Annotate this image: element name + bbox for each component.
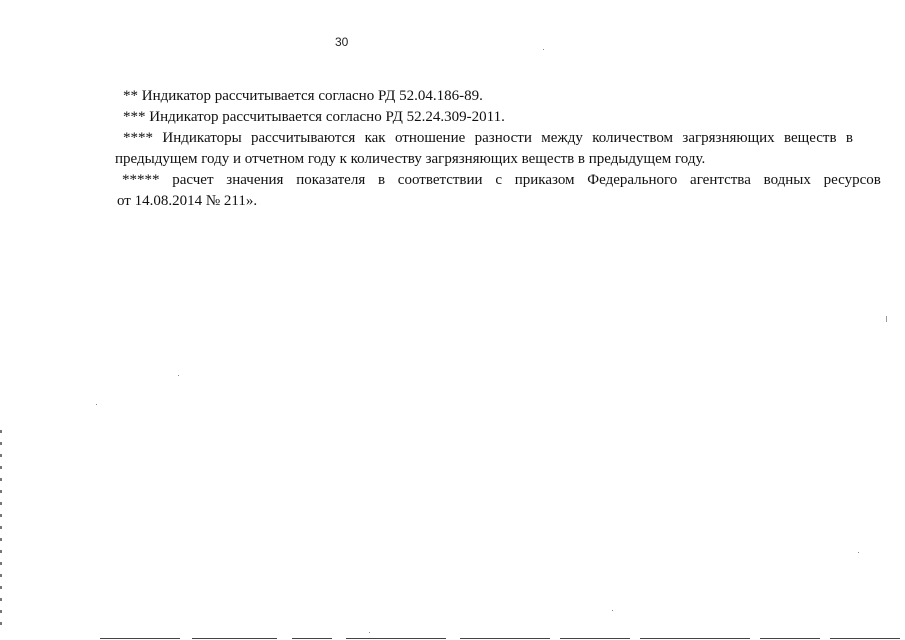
page-number: 30 <box>335 35 349 49</box>
footnote-line-3: **** Индикаторы рассчитываются как отношение разности между количеством загрязняющих веществ в <box>123 130 853 146</box>
bottom-scan-line <box>0 638 905 639</box>
scan-edge-marks <box>0 430 2 630</box>
footnote-line-1: ** Индикатор рассчитывается согласно РД 52.04.186-89. <box>123 88 483 104</box>
scan-speck <box>369 632 370 633</box>
scan-mark <box>886 316 887 322</box>
footnote-line-5: ***** расчет значения показателя в соответствии с приказом Федерального агентства водных ресурсов <box>122 172 881 188</box>
footnote-line-4: предыдущем году и отчетном году к количеству загрязняющих веществ в предыдущем году. <box>115 151 706 167</box>
scan-speck <box>543 49 544 50</box>
footnotes-block <box>115 86 881 212</box>
scan-speck <box>178 375 179 376</box>
scan-speck <box>612 610 613 611</box>
footnote-line-2: *** Индикатор рассчитывается согласно РД 52.24.309-2011. <box>123 109 505 125</box>
footnote-line-6: от 14.08.2014 № 211». <box>117 193 258 209</box>
scan-speck <box>858 552 859 553</box>
scan-speck <box>96 404 97 405</box>
